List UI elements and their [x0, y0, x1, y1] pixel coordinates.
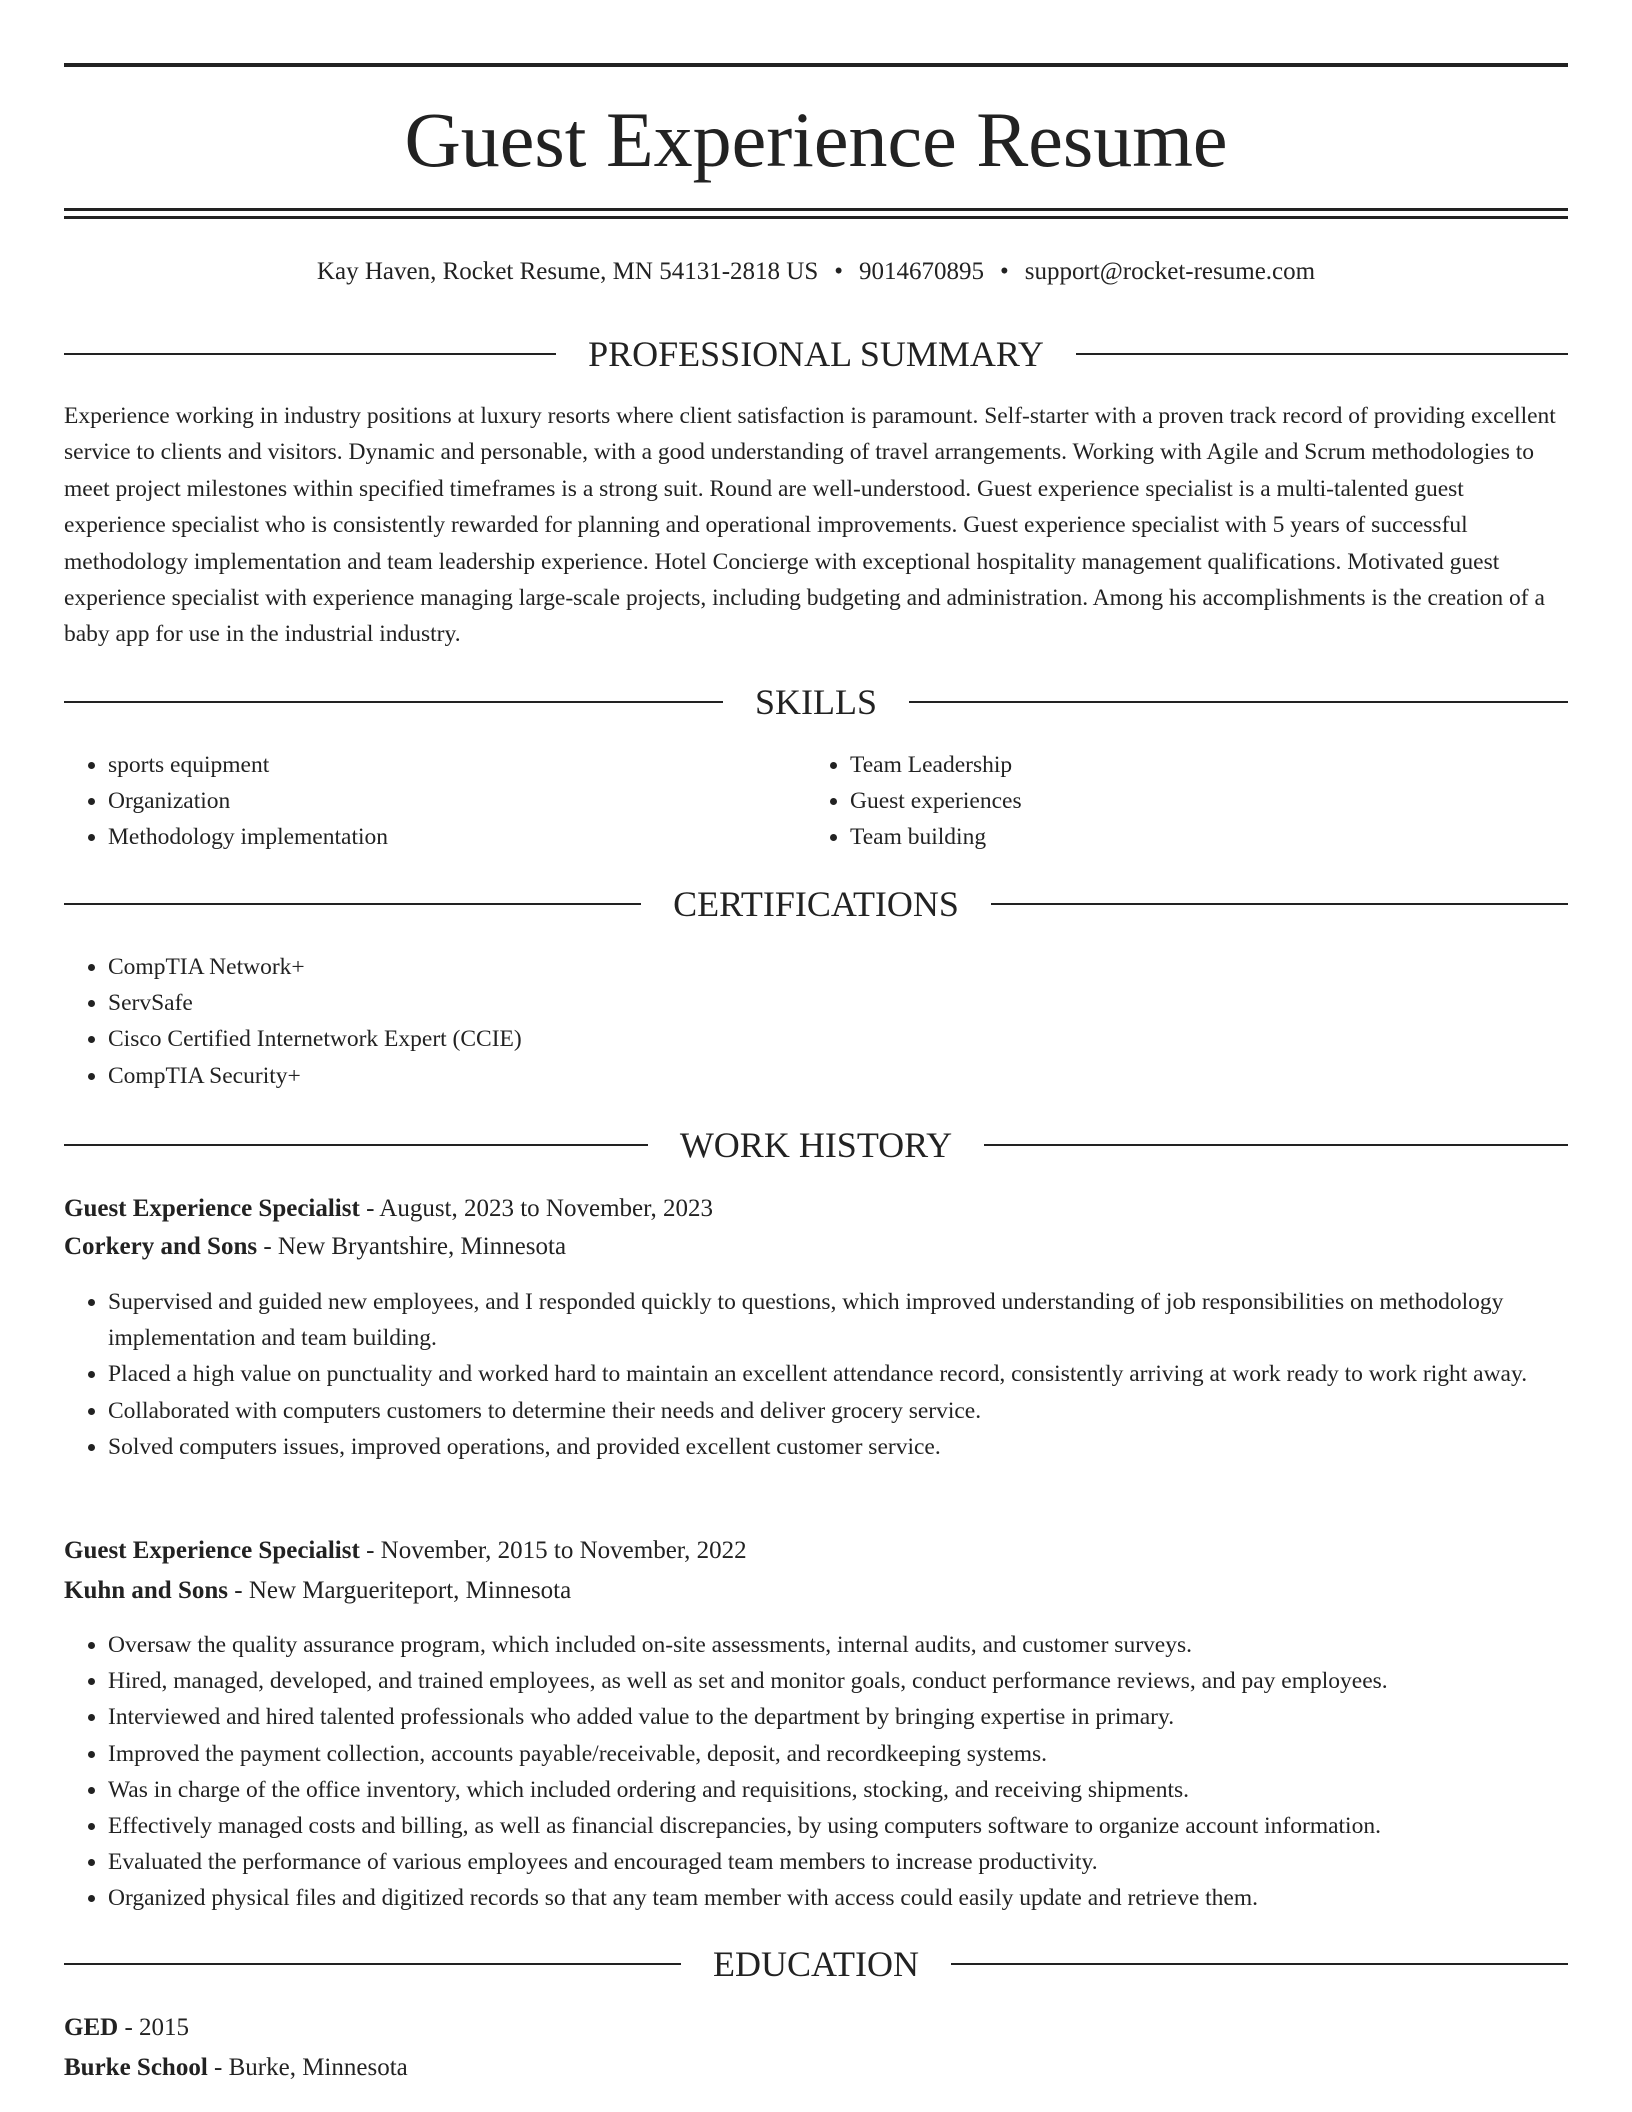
contact-email: support@rocket-resume.com [1024, 258, 1316, 285]
job-company-line [64, 1572, 1568, 1610]
skill-item: • sports equipment [108, 747, 808, 783]
job-bullets [64, 1284, 1568, 1465]
section-heading-skills [64, 678, 1568, 726]
job-dates: - November, 2015 to November, 2022 [359, 1537, 747, 1564]
education-location: - Burke, Minnesota [207, 2054, 408, 2081]
title-rule-lower [64, 216, 1568, 219]
skill-item: • Team building [850, 819, 1550, 855]
contact-separator: • [834, 258, 844, 285]
heading-rule [64, 1144, 648, 1146]
job-bullet: • Solved computers issues, improved operations, and provided excellent customer service. [108, 1429, 1568, 1465]
certification-item: • ServSafe [108, 985, 1568, 1021]
job-title: Guest Experience Specialist [64, 1537, 360, 1564]
heading-rule [991, 903, 1568, 905]
job-dates: - August, 2023 to November, 2023 [359, 1195, 713, 1222]
heading-rule [984, 1144, 1568, 1146]
skill-item: • Team Leadership [850, 747, 1550, 783]
certification-item: • CompTIA Security+ [108, 1058, 1568, 1094]
job-bullet: • Evaluated the performance of various employees and encouraged team members to increase productivity. [108, 1844, 1568, 1880]
section-title: SKILLS [755, 682, 878, 722]
heading-rule [1076, 353, 1568, 355]
resume-title: Guest Experience Resume [404, 96, 1228, 183]
job-title: Guest Experience Specialist [64, 1195, 360, 1222]
job-company: Corkery and Sons [64, 1233, 258, 1260]
heading-rule [64, 903, 641, 905]
skills-list-left [64, 747, 808, 856]
section-title: PROFESSIONAL SUMMARY [588, 334, 1044, 374]
section-title: WORK HISTORY [679, 1125, 953, 1165]
education-school-line [64, 2049, 1568, 2087]
summary-text: Experience working in industry positions at luxury resorts where client satisfaction is paramount. Self-starter with a proven track record of providing excellent service to clients and visitors. Dynamic and personable, with a good understanding of travel arrangements. Working with Agile and Scrum methodologies to meet project milestones within specified timeframes is a strong suit. Round are well-understood. Guest experience specialist is a multi-talented guest experience specialist who is consistently rewarded for planning and operational improvements. Guest experience specialist with 5 years of successful methodology implementation and team leadership experience. Hotel Concierge with exceptional hospitality management qualifications. Motivated guest experience specialist with experience managing large-scale projects, including budgeting and administration. Among his accomplishments is the creation of a baby app for use in the industrial industry. [64, 403, 1556, 648]
section-heading-work-history [64, 1121, 1568, 1169]
top-rule [64, 63, 1568, 67]
contact-line [64, 254, 1568, 290]
contact-phone: 9014670895 [859, 258, 985, 285]
job-bullet: • Supervised and guided new employees, and I responded quickly to questions, which improved understanding of job responsibilities on methodology implementation and team building. [108, 1284, 1568, 1356]
skills-list-right [806, 747, 1550, 856]
section-heading-education [64, 1940, 1568, 1988]
job-bullet: • Interviewed and hired talented professionals who added value to the department by bringing expertise in primary. [108, 1699, 1568, 1735]
job-bullet: • Oversaw the quality assurance program, which included on-site assessments, internal audits, and customer surveys. [108, 1627, 1568, 1663]
heading-rule [64, 353, 556, 355]
job-bullet: • Was in charge of the office inventory, which included ordering and requisitions, stocking, and receiving shipments. [108, 1772, 1568, 1808]
certification-item: • Cisco Certified Internetwork Expert (CCIE) [108, 1021, 1568, 1057]
contact-address: Kay Haven, Rocket Resume, MN 54131-2818 US [316, 258, 819, 285]
job-company: Kuhn and Sons [64, 1577, 229, 1604]
job-bullet: • Collaborated with computers customers to determine their needs and deliver grocery service. [108, 1393, 1568, 1429]
education-degree: GED [64, 2014, 119, 2041]
job-bullet: • Effectively managed costs and billing, as well as financial discrepancies, by using computers software to organize account information. [108, 1808, 1568, 1844]
heading-rule [64, 1963, 681, 1965]
heading-rule [909, 701, 1568, 703]
section-title: EDUCATION [713, 1944, 919, 1984]
education-school: Burke School [64, 2054, 208, 2081]
heading-rule [64, 701, 723, 703]
heading-rule [951, 1963, 1568, 1965]
section-heading-certifications [64, 880, 1568, 928]
job-title-line [64, 1190, 1568, 1228]
job-location: - New Margueriteport, Minnesota [228, 1577, 572, 1604]
skill-item: • Methodology implementation [108, 819, 808, 855]
section-title: CERTIFICATIONS [673, 884, 959, 924]
certifications-list [64, 949, 1568, 1094]
job-bullets [64, 1627, 1568, 1917]
job-bullet: • Hired, managed, developed, and trained employees, as well as set and monitor goals, conduct performance reviews, and pay employees. [108, 1663, 1568, 1699]
job-bullet: • Placed a high value on punctuality and worked hard to maintain an excellent attendance record, consistently arriving at work ready to work right away. [108, 1356, 1568, 1392]
section-heading-summary [64, 330, 1568, 378]
job-bullet: • Improved the payment collection, accounts payable/receivable, deposit, and recordkeeping systems. [108, 1736, 1568, 1772]
job-title-line [64, 1532, 1568, 1570]
skill-item: • Guest experiences [850, 783, 1550, 819]
title-rule-upper [64, 208, 1568, 211]
education-year: - 2015 [118, 2014, 190, 2041]
skill-item: • Organization [108, 783, 808, 819]
contact-separator: • [1000, 258, 1009, 285]
education-degree-line [64, 2009, 1568, 2047]
job-location: - New Bryantshire, Minnesota [257, 1233, 567, 1260]
certification-item: • CompTIA Network+ [108, 949, 1568, 985]
job-company-line [64, 1228, 1568, 1266]
job-bullet: • Organized physical files and digitized records so that any team member with access could easily update and retrieve them. [108, 1880, 1568, 1916]
